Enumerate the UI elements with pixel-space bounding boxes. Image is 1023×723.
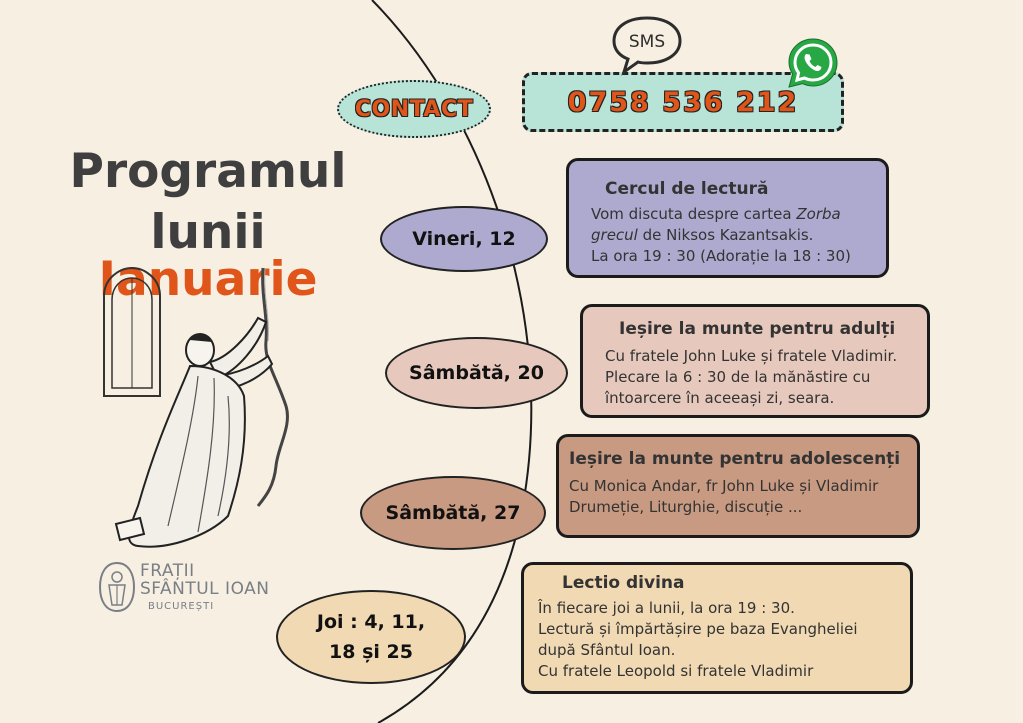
event-date-line1: Joi : 4, 11,	[316, 611, 426, 633]
phone-number[interactable]: 0758 536 212	[522, 72, 844, 132]
event-line: Cu Monica Andar, fr John Luke și Vladimir	[569, 477, 879, 495]
sms-bubble-icon	[608, 14, 686, 76]
event-line: În fiecare joi a lunii, la ora 19 : 30.	[538, 599, 795, 617]
event-line: Lectură și împărtășire pe baza Evangheliei	[538, 620, 858, 638]
event-date-pill	[276, 590, 466, 684]
event-line-text: Vom discuta despre cartea Zorba	[591, 205, 841, 223]
contact-label: CONTACT	[337, 80, 491, 138]
event-line: La ora 19 : 30 (Adorație la 18 : 30)	[591, 247, 851, 265]
event-title: Ieșire la munte pentru adulți	[619, 319, 896, 339]
event-card	[521, 562, 913, 694]
event-card	[556, 434, 920, 538]
event-line: întoarcere în aceeași zi, seara.	[605, 389, 835, 407]
brotherhood-logo-text	[140, 563, 270, 612]
event-date-pill	[380, 206, 548, 272]
event-line: Cu fratele Leopold si fratele Vladimir	[538, 662, 814, 680]
event-line: grecul de Niksos Kazantsakis.	[591, 226, 814, 244]
event-date-pill	[385, 337, 568, 409]
monk-ringing-bell-illustration	[98, 266, 294, 552]
title-month: Ianuarie	[98, 252, 318, 307]
book-title-part: grecul	[591, 226, 638, 244]
title-line1: Programul	[69, 144, 347, 199]
brotherhood-logo-icon	[98, 561, 136, 613]
logo-line3: BUCUREȘTI	[148, 601, 215, 612]
event-line: Cu fratele John Luke și fratele Vladimir.	[605, 347, 898, 365]
event-description	[569, 476, 903, 518]
event-title: Ieșire la munte pentru adolescenți	[569, 449, 901, 469]
event-line: Plecare la 6 : 30 de la mănăstire cu	[605, 368, 871, 386]
logo-line1: FRAȚII	[140, 561, 195, 581]
whatsapp-icon	[786, 36, 840, 90]
event-date-pill	[360, 476, 546, 550]
event-description	[538, 598, 896, 682]
event-card	[566, 158, 889, 278]
event-line: după Sfântul Ioan.	[538, 641, 676, 659]
event-date-line2: 18 și 25	[329, 641, 413, 663]
event-line	[591, 204, 872, 225]
event-date: Sâmbătă, 27	[385, 502, 521, 524]
event-date: Sâmbătă, 20	[409, 362, 544, 384]
event-card	[580, 304, 930, 418]
event-line: Drumeție, Liturghie, discuție ...	[569, 498, 803, 516]
event-date: Vineri, 12	[412, 228, 516, 250]
event-title: Cercul de lectură	[605, 179, 769, 199]
event-title: Lectio divina	[562, 573, 685, 593]
event-description	[605, 346, 913, 409]
title-month-prefix: lunii	[150, 205, 266, 260]
event-description	[591, 204, 872, 267]
sms-icon-label: SMS	[628, 32, 666, 52]
book-title-part: Zorba	[796, 205, 841, 223]
logo-line2: SFÂNTUL IOAN	[140, 579, 270, 599]
